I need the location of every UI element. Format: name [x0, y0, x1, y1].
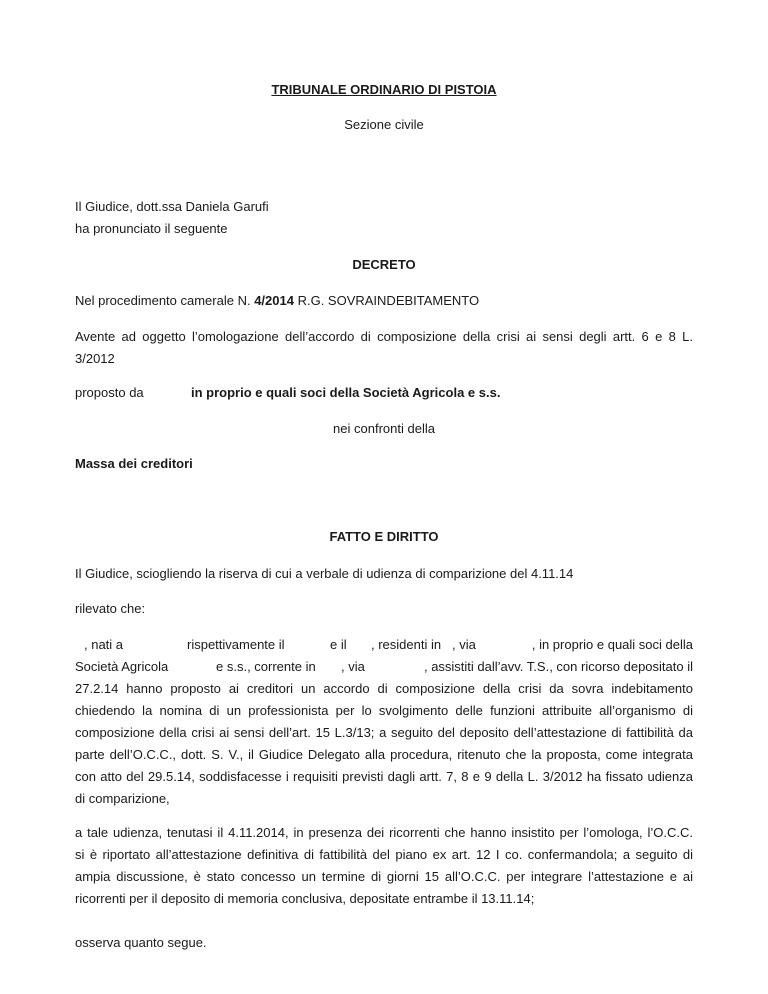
section-title: Sezione civile: [344, 117, 424, 132]
para2-line-4: ricorrenti per il deposito di memoria conclusiva, depositate entrambe il 13.11.14;: [75, 891, 535, 906]
creditors-line: Massa dei creditori: [75, 456, 193, 471]
para1-l1-f: , in proprio e quali soci della: [531, 637, 693, 652]
para1-line-5: composizione della crisi ai sensi dell’art. 15 L.3/13; a seguito del deposito dell’attestazione di fattibilità da: [75, 725, 693, 740]
object-line-2: 3/2012: [75, 351, 115, 366]
pronounced-line: ha pronunciato il seguente: [75, 221, 228, 236]
court-title: TRIBUNALE ORDINARIO DI PISTOIA: [271, 82, 497, 97]
para1-line-6: parte dell’O.C.C., dott. S. V., il Giudice Delegato alla procedura, ritenuto che la proposta, come integrata: [75, 747, 693, 762]
para2-line-2: si è riportato all’attestazione definitiva di fattibilità del piano ex art. 12 I co. confermandola; a seguito di: [75, 847, 693, 862]
against-line: nei confronti della: [333, 421, 435, 436]
judge-line: Il Giudice, dott.ssa Daniela Garufi: [75, 199, 269, 214]
intro-line: Il Giudice, sciogliendo la riserva di cui a verbale di udienza di comparizione del 4.11.14: [75, 566, 574, 581]
procedure-line: [75, 290, 479, 312]
para1-l1-c: e il: [330, 637, 347, 652]
para2-line-1: a tale udienza, tenutasi il 4.11.2014, in presenza dei ricorrenti che hanno insistito per l’omologa, l’O.C.C.: [75, 825, 693, 840]
para2-line-3: ampia discussione, è stato concesso un termine di giorni 15 all’O.C.C. per integrare l’attestazione e ai: [75, 869, 693, 884]
facts-title: FATTO E DIRITTO: [329, 529, 439, 544]
para1-l2-b: e s.s., corrente in: [216, 659, 316, 674]
procedure-prefix: Nel procedimento camerale N.: [75, 293, 255, 308]
decree-title: DECRETO: [352, 257, 416, 272]
para1-l1-e: , via: [452, 637, 476, 652]
para1-l2-c: , via: [341, 659, 365, 674]
closing-line: osserva quanto segue.: [75, 935, 207, 950]
para1-l2-d: , assistiti dall’avv. T.S., con ricorso depositato il: [423, 659, 693, 674]
para1-line-8: di comparizione,: [75, 791, 170, 806]
procedure-number: 4/2014: [254, 293, 294, 308]
proposed-label: proposto da: [75, 385, 144, 400]
para1-line-4: chiedendo la nomina di un professionista per lo svolgimento delle funzioni attribuite all’organismo di: [75, 703, 693, 718]
para1-l2-a: Società Agricola: [75, 659, 169, 674]
para1-l1-d: , residenti in: [371, 637, 442, 652]
para1-line-3: 27.2.14 hanno proposto ai creditori un accordo di composizione della crisi da sovra indebitamento: [75, 681, 693, 696]
para2: [75, 822, 693, 910]
rilevato-line: rilevato che:: [75, 601, 146, 616]
para1-l1-a: , nati a: [84, 637, 124, 652]
para1-line-7: con atto del 29.5.14, soddisfacesse i requisiti previsti dagli artt. 7, 8 e 9 della L. 3/2012 ha fissato udienza: [75, 769, 693, 784]
object-line-1: Avente ad oggetto l’omologazione dell’accordo di composizione della crisi ai sensi degli artt. 6 e 8 L.: [75, 329, 693, 344]
procedure-suffix: R.G. SOVRAINDEBITAMENTO: [293, 293, 480, 308]
proposed-text: in proprio e quali soci della Società Agricola e s.s.: [191, 385, 501, 400]
object-paragraph: [75, 326, 693, 370]
para1-rest: [75, 678, 693, 810]
para1-l1-b: rispettivamente il: [187, 637, 285, 652]
